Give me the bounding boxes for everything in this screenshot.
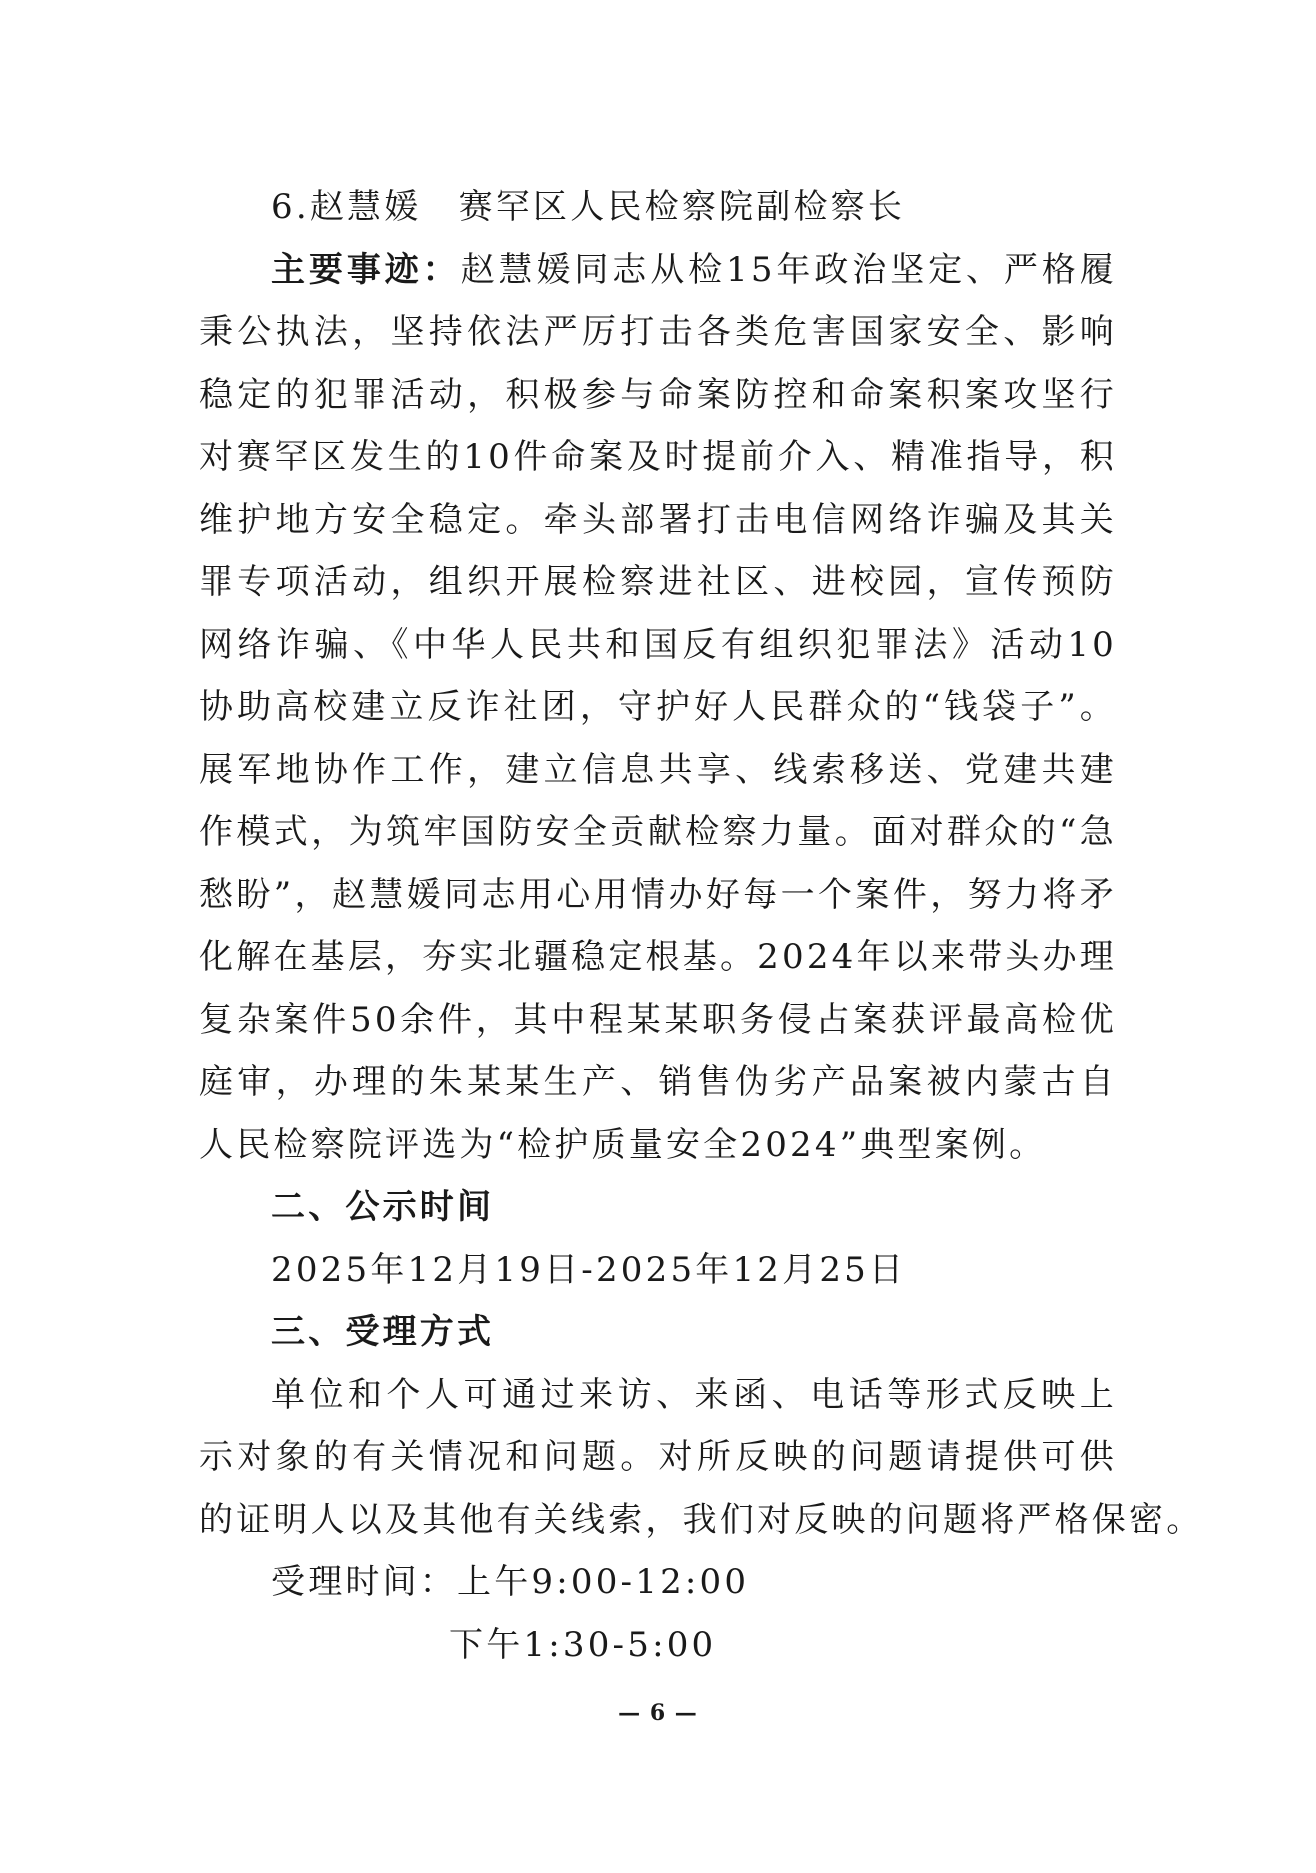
deeds-line: 愁盼”，赵慧媛同志用心用情办好每一个案件，努力将矛 (199, 874, 1117, 915)
deeds-line: 作模式，为筑牢国防安全贡献检察力量。面对群众的“急 (199, 812, 1117, 852)
deeds-first-text: 赵慧媛同志从检15年政治坚定、严格履 (460, 249, 1117, 290)
deeds-line: 维护地方安全稳定。牵头部署打击电信网络诈骗及其关 (199, 499, 1117, 540)
deeds-line: 协助高校建立反诈社团，守护好人民群众的“钱袋子”。 (199, 687, 1117, 727)
document-body (199, 176, 1204, 1676)
deeds-label: 主要事迹： (271, 249, 461, 290)
deeds-line: 庭审，办理的朱某某生产、销售伪劣产品案被内蒙古自 (199, 1062, 1117, 1102)
publicity-period: 2025年12月19日-2025年12月25日 (271, 1249, 907, 1290)
section-three-line: 示对象的有关情况和问题。对所反映的问题请提供可供 (199, 1437, 1117, 1477)
section-three-line: 单位和个人可通过来访、来函、电话等形式反映上 (271, 1374, 1117, 1415)
deeds-line: 复杂案件50余件，其中程某某职务侵占案获评最高检优 (199, 999, 1117, 1040)
deeds-line: 稳定的犯罪活动，积极参与命案防控和命案积案攻坚行 (199, 374, 1117, 415)
page-number: — 6 — (618, 1700, 698, 1726)
deeds-line: 罪专项活动，组织开展检察进社区、进校园，宣传预防 (199, 562, 1117, 602)
deeds-line: 化解在基层，夯实北疆稳定根基。2024年以来带头办理 (199, 937, 1117, 977)
section-two-title: 二、公示时间 (271, 1187, 495, 1227)
deeds-first-line (199, 239, 1117, 302)
hours-afternoon: 下午1:30-5:00 (449, 1624, 717, 1665)
section-three-title: 三、受理方式 (271, 1312, 495, 1352)
deeds-line: 秉公执法，坚持依法严厉打击各类危害国家安全、影响 (199, 312, 1117, 352)
deeds-line: 网络诈骗、《中华人民共和国反有组织犯罪法》活动10 (199, 624, 1117, 665)
deeds-line: 展军地协作工作，建立信息共享、线索移送、党建共建 (199, 749, 1117, 790)
candidate-header: 6.赵慧媛 赛罕区人民检察院副检察长 (271, 187, 906, 227)
deeds-last-line: 人民检察院评选为“检护质量安全2024”典型案例。 (199, 1124, 1047, 1165)
hours-morning: 受理时间：上午9:00-12:00 (271, 1562, 750, 1602)
deeds-line: 对赛罕区发生的10件命案及时提前介入、精准指导，积 (199, 437, 1117, 477)
section-three-last-line: 的证明人以及其他有关线索，我们对反映的问题将严格保密。 (199, 1499, 1204, 1540)
